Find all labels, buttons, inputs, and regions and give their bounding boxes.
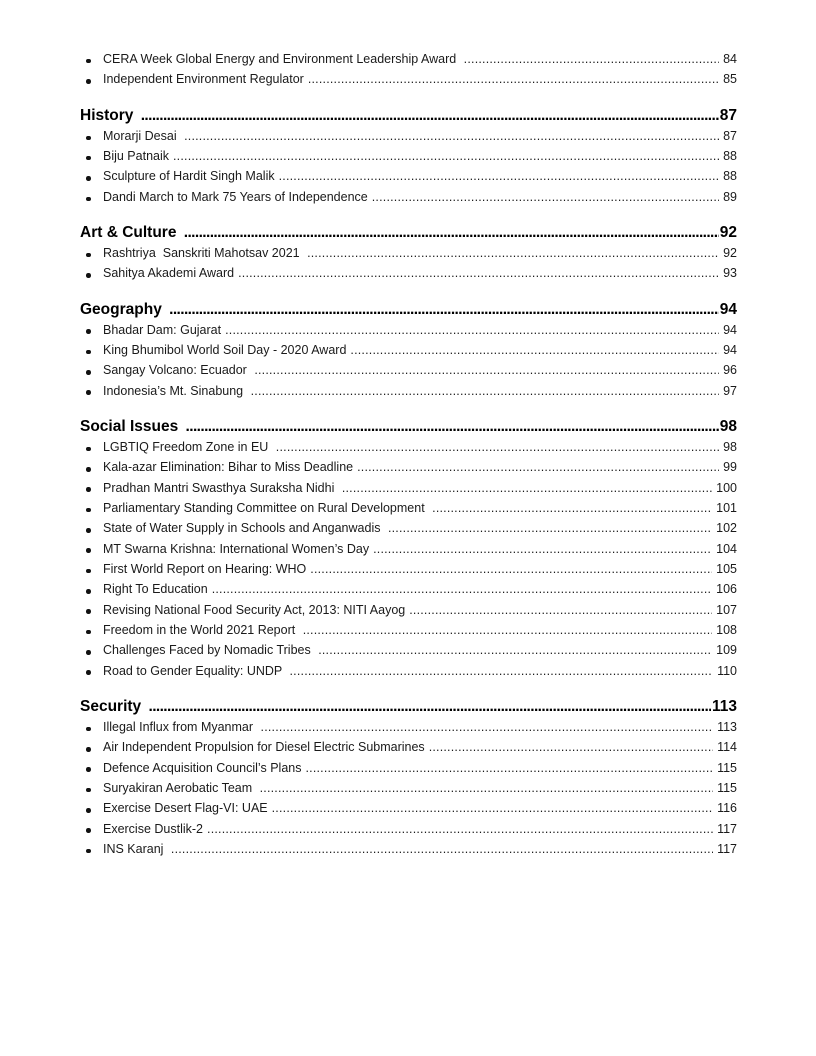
dot-leader	[342, 481, 712, 495]
toc-section	[80, 698, 737, 862]
bullet-icon	[86, 508, 91, 513]
toc-item[interactable]	[80, 384, 737, 404]
toc-item[interactable]	[80, 501, 737, 521]
bullet-icon	[86, 390, 91, 395]
toc-item-title: Bhadar Dam: Gujarat	[102, 322, 222, 337]
toc-item[interactable]	[80, 542, 737, 562]
section-page-number: 113	[711, 697, 737, 715]
toc-item-list	[80, 52, 737, 93]
toc-item-title: CERA Week Global Energy and Environment Leadership Award	[102, 52, 460, 66]
section-heading-row[interactable]	[80, 418, 737, 440]
toc-item[interactable]	[80, 460, 737, 480]
toc-item-page-number: 115	[717, 780, 737, 795]
toc-item-title: Suryakiran Aerobatic Team	[102, 780, 256, 795]
toc-item-page-number: 104	[716, 541, 737, 556]
toc-item-title: LGBTIQ Freedom Zone in EU	[102, 439, 272, 454]
toc-item-page-number: 105	[716, 561, 737, 576]
toc-item-page-number: 116	[717, 801, 737, 816]
toc-item[interactable]	[80, 643, 737, 663]
dot-leader	[350, 343, 719, 357]
toc-item-title: Biju Patnaik	[102, 148, 169, 163]
toc-item-title: Air Independent Propulsion for Diesel Electric Submarines	[102, 740, 425, 755]
section-title: Geography	[80, 300, 167, 318]
toc-item-title: Defence Acquisition Council’s Plans	[102, 760, 302, 775]
dot-leader	[305, 761, 713, 775]
toc-item-page-number: 100	[716, 480, 737, 495]
toc-item-list	[80, 323, 737, 404]
toc-item-title: King Bhumibol World Soil Day - 2020 Award	[102, 342, 347, 357]
dot-leader	[388, 521, 712, 535]
dot-leader	[251, 384, 719, 398]
dot-leader	[186, 418, 719, 436]
bullet-icon	[86, 650, 91, 655]
toc-item-title: Independent Environment Regulator	[102, 72, 304, 87]
toc-item-title: Sculpture of Hardit Singh Malik	[102, 169, 275, 184]
toc-item[interactable]	[80, 582, 737, 602]
section-title: Security	[80, 697, 146, 715]
toc-item-title: Sahitya Akademi Award	[102, 266, 235, 281]
toc-item[interactable]	[80, 149, 737, 169]
bullet-icon	[86, 828, 91, 833]
toc-item-title: Dandi March to Mark 75 Years of Independence	[102, 189, 368, 204]
toc-item[interactable]	[80, 521, 737, 541]
toc-item-title: Exercise Dustlik-2	[102, 821, 204, 836]
toc-item[interactable]	[80, 266, 737, 286]
toc-item[interactable]	[80, 246, 737, 266]
toc-item-title: Kala-azar Elimination: Bihar to Miss Deadline	[102, 460, 354, 475]
dot-leader	[225, 323, 719, 337]
section-page-number: 94	[719, 300, 737, 318]
toc-item-page-number: 109	[716, 643, 737, 658]
toc-item[interactable]	[80, 440, 737, 460]
toc-item-page-number: 89	[723, 189, 737, 204]
toc-item-page-number: 106	[716, 582, 737, 597]
toc-item-page-number: 97	[723, 383, 737, 398]
bullet-icon	[86, 788, 91, 793]
toc-item-page-number: 92	[723, 245, 737, 260]
bullet-icon	[86, 59, 91, 64]
toc-item-page-number: 88	[723, 169, 737, 184]
toc-item-title: Right To Education	[102, 582, 208, 597]
dot-leader	[141, 107, 719, 125]
toc-item-list	[80, 440, 737, 684]
bullet-icon	[86, 569, 91, 574]
dot-leader	[148, 698, 711, 716]
bullet-icon	[86, 670, 91, 675]
toc-section	[80, 301, 737, 404]
dot-leader	[171, 842, 713, 856]
section-heading-row[interactable]	[80, 107, 737, 129]
bullet-icon	[86, 176, 91, 181]
toc-item-title: Revising National Food Security Act, 2013: NITI Aayog	[102, 602, 406, 617]
bullet-icon	[86, 136, 91, 141]
dot-leader	[212, 582, 712, 596]
toc-item-title: Sangay Volcano: Ecuador	[102, 363, 251, 378]
dot-leader	[429, 740, 713, 754]
toc-item[interactable]	[80, 562, 737, 582]
toc-item-title: Rashtriya Sanskriti Mahotsav 2021	[102, 245, 304, 260]
dot-leader	[432, 501, 712, 515]
toc-item-page-number: 94	[723, 322, 737, 337]
toc-item[interactable]	[80, 72, 737, 92]
toc-item-title: Parliamentary Standing Committee on Rural Development	[102, 500, 429, 515]
bullet-icon	[86, 350, 91, 355]
dot-leader	[308, 72, 719, 86]
toc-item-title: Freedom in the World 2021 Report	[102, 622, 299, 637]
toc-item-page-number: 98	[723, 439, 737, 454]
toc-item[interactable]	[80, 190, 737, 210]
dot-leader	[279, 169, 720, 183]
bullet-icon	[86, 767, 91, 772]
toc-item-page-number: 110	[717, 663, 737, 678]
toc-section	[80, 107, 737, 210]
toc-item-title: Challenges Faced by Nomadic Tribes	[102, 643, 315, 658]
section-heading-row[interactable]	[80, 224, 737, 246]
bullet-icon	[86, 808, 91, 813]
dot-leader	[357, 460, 719, 474]
toc-item[interactable]	[80, 740, 737, 760]
bullet-icon	[86, 747, 91, 752]
toc-item-title: Morarji Desai	[102, 128, 181, 143]
section-page-number: 98	[719, 417, 737, 435]
toc-item-page-number: 108	[716, 622, 737, 637]
toc-item-page-number: 85	[723, 72, 737, 87]
toc-item[interactable]	[80, 720, 737, 740]
toc-item-title: Exercise Desert Flag-VI: UAE	[102, 801, 268, 816]
toc-section	[80, 418, 737, 684]
toc-item-list	[80, 129, 737, 210]
toc-item[interactable]	[80, 343, 737, 363]
toc-item-title: Indonesia’s Mt. Sinabung	[102, 383, 247, 398]
toc-item-page-number: 87	[723, 128, 737, 143]
bullet-icon	[86, 467, 91, 472]
bullet-icon	[86, 528, 91, 533]
dot-leader	[173, 149, 719, 163]
bullet-icon	[86, 370, 91, 375]
toc-item-page-number: 101	[716, 500, 737, 515]
dot-leader	[373, 542, 712, 556]
bullet-icon	[86, 273, 91, 278]
toc-item[interactable]	[80, 323, 737, 343]
toc-item[interactable]	[80, 129, 737, 149]
toc-item-page-number: 99	[723, 460, 737, 475]
toc-item-list	[80, 246, 737, 287]
section-page-number: 87	[719, 106, 737, 124]
toc-item[interactable]	[80, 842, 737, 862]
toc-item-page-number: 96	[723, 363, 737, 378]
toc-item-page-number: 117	[717, 821, 737, 836]
toc-item-page-number: 117	[717, 841, 737, 856]
toc-item[interactable]	[80, 664, 737, 684]
section-title: Social Issues	[80, 417, 183, 435]
toc-item[interactable]	[80, 363, 737, 383]
toc-item-title: State of Water Supply in Schools and Anganwadis	[102, 521, 384, 536]
bullet-icon	[86, 197, 91, 202]
toc-item-page-number: 102	[716, 521, 737, 536]
dot-leader	[310, 562, 712, 576]
bullet-icon	[86, 329, 91, 334]
dot-leader	[318, 643, 712, 657]
bullet-icon	[86, 487, 91, 492]
bullet-icon	[86, 447, 91, 452]
bullet-icon	[86, 727, 91, 732]
toc-item-page-number: 113	[717, 719, 737, 734]
toc-item[interactable]	[80, 52, 737, 72]
table-of-contents	[80, 52, 737, 862]
bullet-icon	[86, 609, 91, 614]
toc-section	[80, 52, 737, 93]
dot-leader	[254, 363, 719, 377]
section-heading-row[interactable]	[80, 698, 737, 720]
bullet-icon	[86, 630, 91, 635]
toc-item-page-number: 114	[717, 740, 737, 755]
section-title: Art & Culture	[80, 223, 181, 241]
bullet-icon	[86, 849, 91, 854]
toc-item[interactable]	[80, 603, 737, 623]
toc-item-page-number: 115	[717, 760, 737, 775]
toc-item[interactable]	[80, 781, 737, 801]
toc-item-title: First World Report on Hearing: WHO	[102, 561, 307, 576]
dot-leader	[207, 822, 713, 836]
toc-item[interactable]	[80, 623, 737, 643]
dot-leader	[169, 301, 719, 319]
toc-item-title: Illegal Influx from Myanmar	[102, 719, 257, 734]
dot-leader	[464, 52, 719, 66]
dot-leader	[238, 266, 719, 280]
toc-item-list	[80, 720, 737, 862]
bullet-icon	[86, 253, 91, 258]
toc-item-title: INS Karanj	[102, 841, 167, 856]
bullet-icon	[86, 589, 91, 594]
toc-item-title: Pradhan Mantri Swasthya Suraksha Nidhi	[102, 480, 338, 495]
toc-item-page-number: 94	[723, 342, 737, 357]
toc-item[interactable]	[80, 169, 737, 189]
section-heading-row[interactable]	[80, 301, 737, 323]
dot-leader	[272, 801, 713, 815]
bullet-icon	[86, 548, 91, 553]
dot-leader	[290, 664, 714, 678]
dot-leader	[184, 129, 719, 143]
section-title: History	[80, 106, 138, 124]
toc-item[interactable]	[80, 801, 737, 821]
toc-section	[80, 224, 737, 287]
toc-item-title: Road to Gender Equality: UNDP	[102, 663, 286, 678]
toc-item-page-number: 88	[723, 148, 737, 163]
toc-item[interactable]	[80, 481, 737, 501]
toc-item-page-number: 93	[723, 266, 737, 281]
section-page-number: 92	[719, 223, 737, 241]
toc-item-page-number: 107	[716, 602, 737, 617]
dot-leader	[303, 623, 712, 637]
toc-item-title: MT Swarna Krishna: International Women’s Day	[102, 541, 370, 556]
dot-leader	[409, 603, 712, 617]
dot-leader	[276, 440, 719, 454]
dot-leader	[307, 246, 719, 260]
toc-item[interactable]	[80, 761, 737, 781]
toc-item-page-number: 84	[723, 52, 737, 66]
dot-leader	[372, 190, 719, 204]
dot-leader	[261, 720, 714, 734]
dot-leader	[184, 224, 719, 242]
toc-item[interactable]	[80, 822, 737, 842]
bullet-icon	[86, 156, 91, 161]
dot-leader	[260, 781, 713, 795]
bullet-icon	[86, 79, 91, 84]
